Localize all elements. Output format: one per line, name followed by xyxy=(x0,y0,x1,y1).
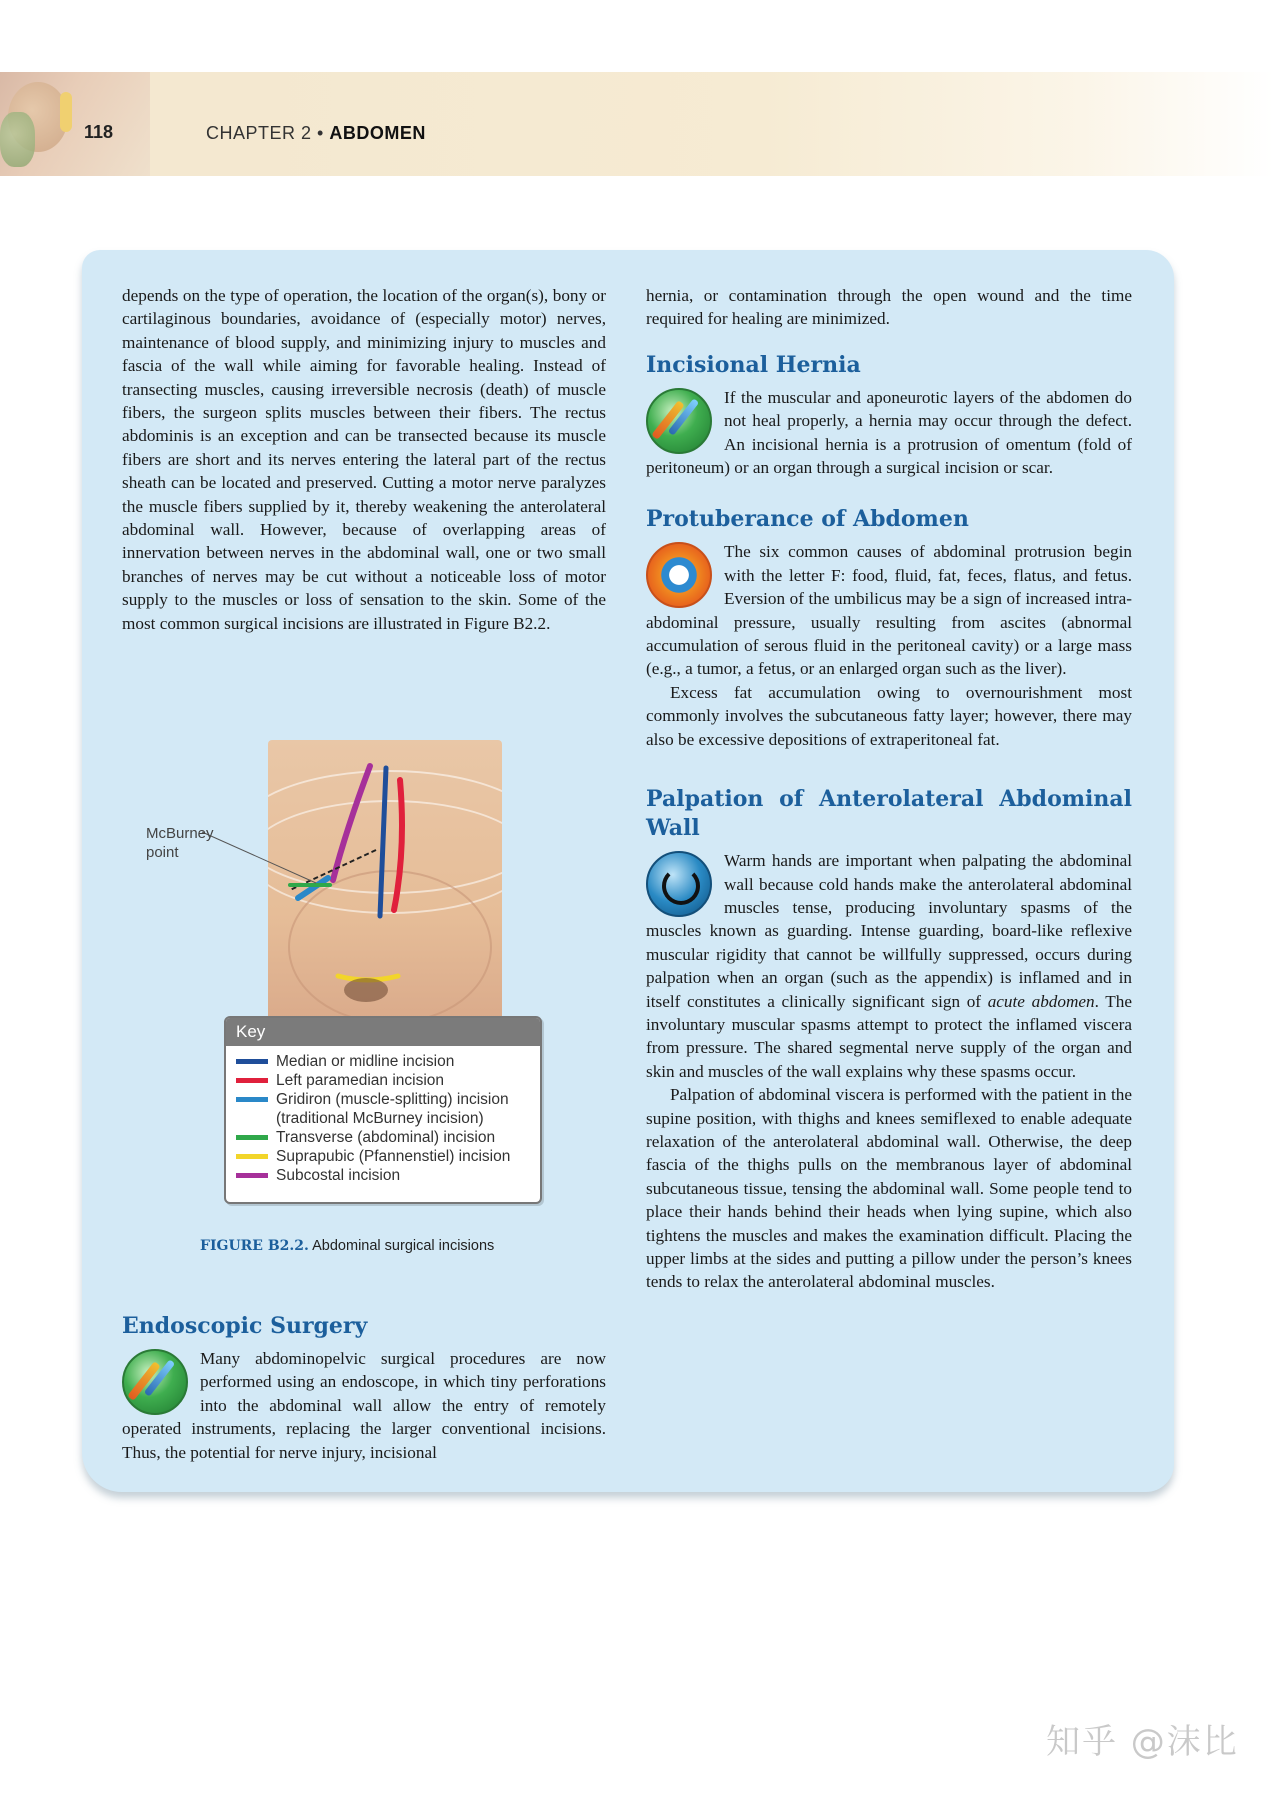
chapter-name: ABDOMEN xyxy=(329,123,426,143)
key-item: Gridiron (muscle-splitting) incision xyxy=(226,1090,540,1109)
figure-caption xyxy=(200,1238,600,1254)
median-swatch xyxy=(236,1059,268,1064)
paramedian-incision-mark xyxy=(394,780,402,910)
header-anatomy-illustration xyxy=(0,72,150,176)
section-title-incisional-hernia: Incisional Hernia xyxy=(646,351,861,378)
palpation-text-2: Palpation of abdominal viscera is performed with the patient in the supine position, with thighs and knees semiflexed to enable adequate relaxation of the anterolateral abdominal wall. Otherwise, the deep fascia of the thighs pulls on the membranous layer of abdominal subcutaneous tissue, tensing the abdominal wall. Some people tend to place their hands behind their heads when lying supine, which also tightens the muscles and makes the examination difficult. Placing the upper limbs at the sides and putting a pillow under the person’s knees tends to relax the anterolateral abdominal muscles. xyxy=(646,1085,1132,1292)
chapter-prefix: CHAPTER 2 • xyxy=(206,123,330,143)
key-item: Left paramedian incision xyxy=(226,1071,540,1090)
protuberance-text-2: Excess fat accumulation owing to overnourishment most commonly involves the subcutaneous fatty layer; however, there may also be excessive depositions of extraperitoneal fat. xyxy=(646,682,1132,749)
key-title: Key xyxy=(226,1018,540,1046)
figure-caption-text: Abdominal surgical incisions xyxy=(308,1238,495,1254)
chapter-header-band xyxy=(0,72,1274,176)
palpation-text: Warm hands are important when palpating the abdominal wall because cold hands make the anterolateral abdominal muscles tense, producing involuntary spasms of the muscles known as guarding. Intense guarding, board-like reflexive muscular rigidity that cannot be willfully suppressed, occurs during palpation when an organ (such as the appendix) is inflamed and in itself constitutes a clinically significant sign of acute abdomen. The involuntary muscular spasms attempt to protect the inflamed viscera from pressure. The shared segmental nerve supply of the organ and skin and muscles of the wall explains why these spasms occur. xyxy=(646,851,1132,1081)
pubic-region xyxy=(344,978,388,1002)
figure-caption-label: FIGURE B2.2. xyxy=(200,1238,309,1254)
section-title-protuberance: Protuberance of Abdomen xyxy=(646,506,969,533)
incisional-hernia-text: If the muscular and aponeurotic layers of the abdomen do not heal properly, a hernia may occur through the defect. An incisional hernia is a protrusion of omentum (fold of peritoneum) or an organ through a surgical incision or scar. xyxy=(646,387,1132,478)
figure-b2-2 xyxy=(140,740,550,1254)
key-item: Suprapubic (Pfannenstiel) incision xyxy=(226,1147,540,1166)
left-column xyxy=(122,284,606,635)
mcburney-point-label: McBurney point xyxy=(146,825,214,861)
key-item: Median or midline incision xyxy=(226,1052,540,1071)
section-title-endoscopic: Endoscopic Surgery xyxy=(122,1313,368,1339)
page-number: 118 xyxy=(84,122,114,142)
surgery-icon xyxy=(646,388,712,454)
intro-paragraph: depends on the type of operation, the location of the organ(s), bony or cartilaginous boundaries, avoidance of (especially motor) nerves, maintenance of blood supply, and minimizing injury to muscles and fascia of the wall while aiming for favorable healing. Instead of transecting muscles, causing irreversible necrosis (death) of muscle fibers, the surgeon splits muscles between their fibers. The rectus abdominis is an exception and can be transected because its muscle fibers are short and its nerves entering the lateral part of the rectus sheath can be located and preserved. Cutting a motor nerve paralyzes the muscle fibers supplied by it, thereby weakening the anterolateral abdominal wall. However, because of overlapping areas of innervation between nerves in the abdominal wall, one or two small branches of nerves may be cut without a noticeable loss of motor supply to the muscles or loss of sensation to the skin. Some of the most common surgical incisions are illustrated in Figure B2.2. xyxy=(122,286,606,633)
surgery-icon xyxy=(122,1349,188,1415)
endoscopic-continued-text: hernia, or contamination through the open wound and the time required for healing are minimized. xyxy=(646,286,1132,329)
gridiron-swatch xyxy=(236,1097,268,1102)
cycle-icon xyxy=(646,542,712,608)
figure-key xyxy=(224,1016,542,1204)
acute-abdomen-term: acute abdomen xyxy=(987,991,1095,1011)
endoscopic-surgery-section xyxy=(122,1312,606,1464)
watermark: 知乎 @沫比 xyxy=(1046,1722,1239,1762)
chapter-title xyxy=(206,123,426,144)
right-column xyxy=(646,284,1132,1294)
midline-incision-mark xyxy=(380,768,386,916)
paramedian-swatch xyxy=(236,1078,268,1083)
section-title-palpation: Palpation of Anterolateral Abdominal Wall xyxy=(646,786,1132,842)
key-item-sub: (traditional McBurney incision) xyxy=(276,1110,484,1127)
suprapubic-swatch xyxy=(236,1154,268,1159)
transverse-swatch xyxy=(236,1135,268,1140)
key-item: Transverse (abdominal) incision xyxy=(226,1128,540,1147)
key-item: Subcostal incision xyxy=(226,1166,540,1185)
endoscopic-text: Many abdominopelvic surgical procedures are now performed using an endoscope, in which tiny perforations into the abdominal wall allow the entry of remotely operated instruments, replacing the larger conventional incisions. Thus, the potential for nerve injury, incisional xyxy=(122,1349,606,1462)
callout-line xyxy=(140,740,340,900)
subcostal-swatch xyxy=(236,1173,268,1178)
stethoscope-icon xyxy=(646,851,712,917)
protuberance-text: The six common causes of abdominal protrusion begin with the letter F: food, fluid, fat, feces, flatus, and fetus. Eversion of the umbilicus may be a sign of increased intra-abdominal pressure, usually resulting from ascites (abnormal accumulation of serous fluid in the peritoneal cavity) or a large mass (e.g., a tumor, a fetus, or an enlarged organ such as the liver). xyxy=(646,542,1132,679)
